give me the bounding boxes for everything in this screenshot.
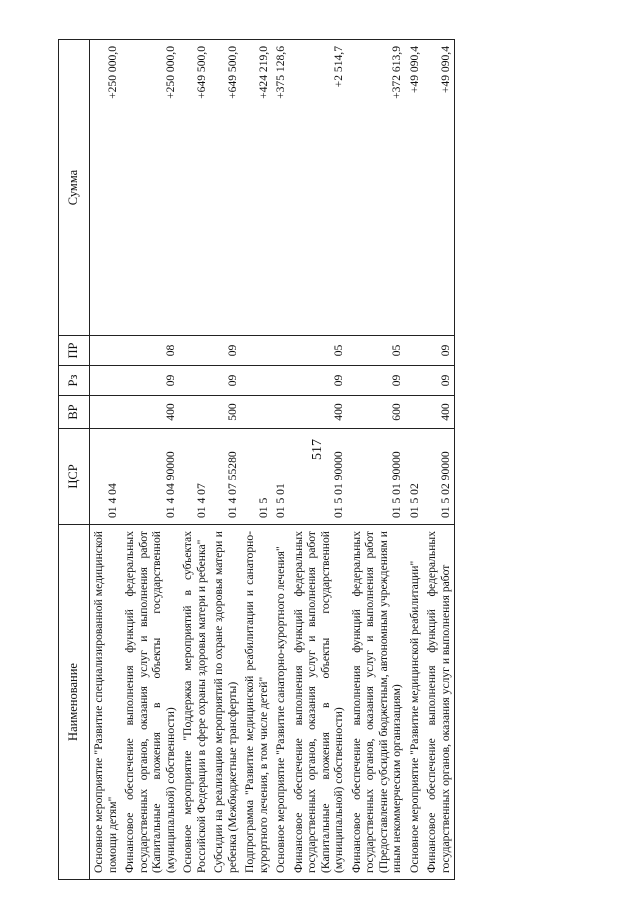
- row-name: Финансовое обеспечение выполнения функций федеральных государственных органов, оказания услуг и выполнения работ (Капитальные вложения в объекты государственной (муниципальной) собственности): [290, 525, 348, 880]
- row-rz: 09: [423, 366, 455, 396]
- row-sum: +250 000,0: [121, 40, 179, 336]
- row-csr: 01 4 07: [179, 429, 210, 525]
- row-name: Основное мероприятие "Поддержка мероприятий в субъектах Российской Федерации в сфере охраны здоровья матери и ребенка": [179, 525, 210, 880]
- table-row: [272, 40, 290, 880]
- row-pr: [272, 336, 290, 366]
- row-rz: 09: [210, 366, 241, 396]
- row-rz: 09: [121, 366, 179, 396]
- row-pr: 09: [423, 336, 455, 366]
- row-sum: +250 000,0: [90, 40, 122, 336]
- row-sum: +49 090,4: [423, 40, 455, 336]
- header-pr: ПР: [59, 336, 90, 366]
- row-rz: [90, 366, 122, 396]
- row-csr: 01 5 02: [406, 429, 424, 525]
- row-pr: [406, 336, 424, 366]
- table-row: [423, 40, 455, 880]
- row-csr: 01 5 01 90000: [290, 429, 348, 525]
- row-rz: [241, 366, 272, 396]
- header-vr: ВР: [59, 396, 90, 429]
- row-vr: 400: [290, 396, 348, 429]
- row-sum: +649 500,0: [179, 40, 210, 336]
- row-pr: [90, 336, 122, 366]
- row-name: Основное мероприятие "Развитие медицинской реабилитации": [406, 525, 424, 880]
- row-name: Финансовое обеспечение выполнения функций федеральных государственных органов, оказания услуг и выполнения работ: [423, 525, 455, 880]
- row-vr: 500: [210, 396, 241, 429]
- header-sum: Сумма: [59, 40, 90, 336]
- row-sum: +49 090,4: [406, 40, 424, 336]
- row-pr: 08: [121, 336, 179, 366]
- row-csr: 01 4 07 55280: [210, 429, 241, 525]
- row-csr: 01 5: [241, 429, 272, 525]
- row-pr: [241, 336, 272, 366]
- row-name: Основное мероприятие "Развитие санаторно-курортного лечения": [272, 525, 290, 880]
- row-csr: 01 5 01 90000: [348, 429, 406, 525]
- row-name: Субсидии на реализацию мероприятий по охране здоровья матери и ребенка (Межбюджетные трансферты): [210, 525, 241, 880]
- row-vr: 600: [348, 396, 406, 429]
- row-pr: 05: [348, 336, 406, 366]
- row-vr: [241, 396, 272, 429]
- header-rz: Рз: [59, 366, 90, 396]
- table-row: [406, 40, 424, 880]
- row-vr: [179, 396, 210, 429]
- row-csr: 01 5 02 90000: [423, 429, 455, 525]
- table-row: [241, 40, 272, 880]
- row-vr: [90, 396, 122, 429]
- table-row: [290, 40, 348, 880]
- row-rz: [272, 366, 290, 396]
- row-name: Финансовое обеспечение выполнения функций федеральных государственных органов, оказания услуг и выполнения работ (Капитальные вложения в объекты государственной (муниципальной) собственности): [121, 525, 179, 880]
- row-sum: +649 500,0: [210, 40, 241, 336]
- row-sum: +2 514,7: [290, 40, 348, 336]
- row-pr: 09: [210, 336, 241, 366]
- row-rz: [179, 366, 210, 396]
- row-vr: 400: [121, 396, 179, 429]
- row-rz: [406, 366, 424, 396]
- row-rz: 09: [290, 366, 348, 396]
- header-csr: ЦСР: [59, 429, 90, 525]
- table-row: [179, 40, 210, 880]
- table-row: [121, 40, 179, 880]
- row-name: Основное мероприятие "Развитие специализированной медицинской помощи детям": [90, 525, 122, 880]
- row-pr: [179, 336, 210, 366]
- row-csr: 01 4 04 90000: [121, 429, 179, 525]
- budget-table: [58, 39, 455, 880]
- table-row: [210, 40, 241, 880]
- table-header-row: [59, 40, 90, 880]
- page-number: 517: [310, 439, 325, 460]
- row-pr: 05: [290, 336, 348, 366]
- row-sum: +424 219,0: [241, 40, 272, 336]
- row-name: Финансовое обеспечение выполнения функций федеральных государственных органов, оказания услуг и выполнения работ (Предоставление субсидий бюджетным, автономным учреждениям и иным некоммерческим организациям): [348, 525, 406, 880]
- row-csr: 01 5 01: [272, 429, 290, 525]
- table-row: [90, 40, 122, 880]
- header-name: Наименование: [59, 525, 90, 880]
- row-rz: 09: [348, 366, 406, 396]
- row-vr: [406, 396, 424, 429]
- row-csr: 01 4 04: [90, 429, 122, 525]
- row-sum: +375 128,6: [272, 40, 290, 336]
- row-sum: +372 613,9: [348, 40, 406, 336]
- row-name: Подпрограмма "Развитие медицинской реабилитации и санаторно-курортного лечения, в том числе детей": [241, 525, 272, 880]
- table-row: [348, 40, 406, 880]
- row-vr: [272, 396, 290, 429]
- row-vr: 400: [423, 396, 455, 429]
